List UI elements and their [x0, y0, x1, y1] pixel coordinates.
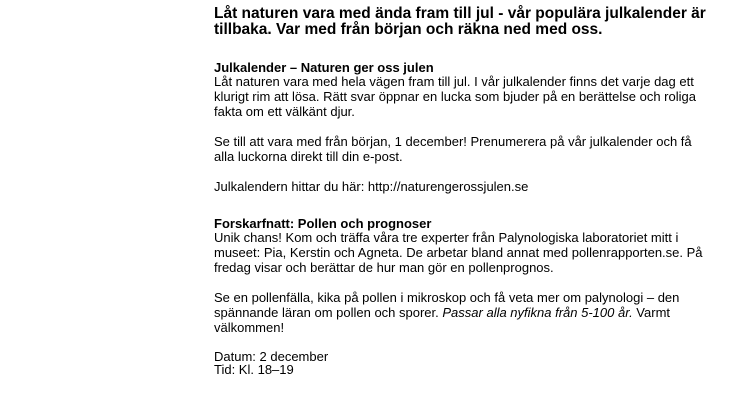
- paragraph-link: Julkalendern hittar du här: http://naturengerossjulen.se: [214, 179, 529, 194]
- closing-italic: Passar alla nyfikna från 5-100 år.: [442, 305, 633, 320]
- event-facts: [214, 350, 714, 376]
- paragraph-subscribe: Se till att vara med från början, 1 december! Prenumerera på vår julkalender och få alla luckorna direkt till din e-post.: [214, 134, 692, 164]
- closing-tail: Varmt välkommen!: [214, 305, 671, 335]
- section-julkalender: [214, 61, 714, 194]
- closing-text: Se en pollenfälla, kika på pollen i mikroskop och få veta mer om palynologi – den spännande läran om pollen och sporer.: [214, 290, 680, 320]
- event-date: Datum: 2 december: [214, 349, 329, 364]
- article: [214, 6, 714, 376]
- section-forskarfnatt: [214, 217, 714, 376]
- headline: Låt naturen vara med ända fram till jul - vår populära julkalender är tillbaka. Var med från början och räkna ned med oss.: [214, 5, 706, 38]
- event-time: Tid: Kl. 18–19: [214, 362, 294, 377]
- paragraph-closing: [214, 290, 714, 335]
- section-heading: Julkalender – Naturen ger oss julen: [214, 60, 434, 75]
- paragraph-intro: Låt naturen vara med hela vägen fram till jul. I vår julkalender finns det varje dag ett klurigt rim att lösa. Rätt svar öppnar en lucka som bjuder på en berättelse och roliga fakta om ett välkänt djur.: [214, 74, 696, 119]
- paragraph-experts: Unik chans! Kom och träffa våra tre experter från Palynologiska laboratoriet mitt i museet: Pia, Kerstin och Agneta. De arbetar bland annat med pollenrapporten.se. På fredag visar och berättar de hur man gör en pollenprognos.: [214, 230, 703, 275]
- section-heading: Forskarfnatt: Pollen och prognoser: [214, 216, 432, 231]
